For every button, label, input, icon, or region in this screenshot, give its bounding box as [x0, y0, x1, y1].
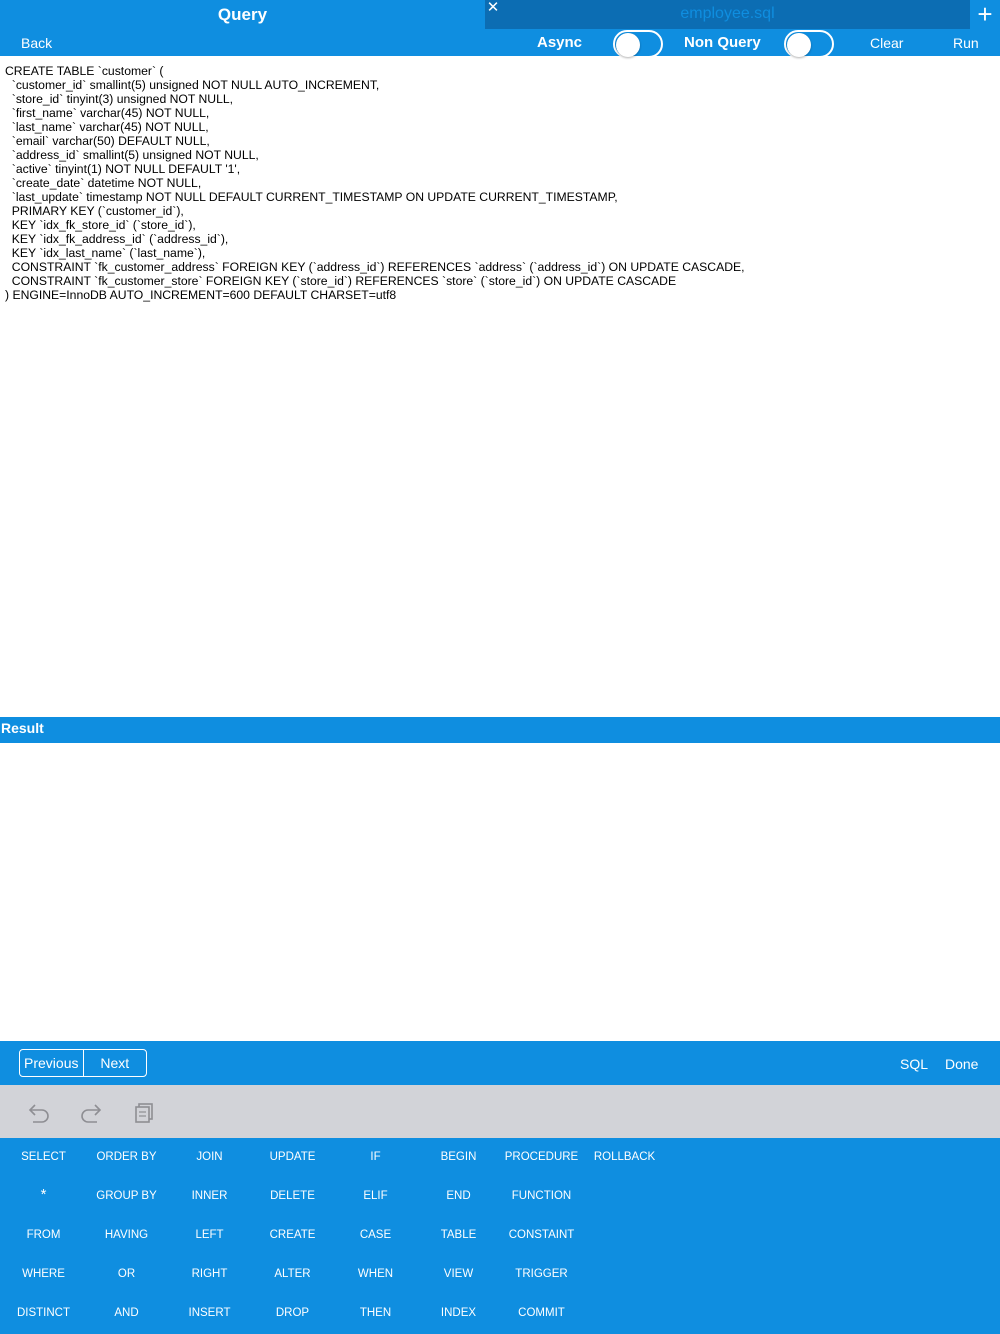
keyword-when[interactable]: WHEN	[357, 1268, 394, 1280]
paste-icon[interactable]	[133, 1102, 157, 1124]
keyword-right[interactable]: RIGHT	[191, 1268, 228, 1280]
close-icon[interactable]: ✕	[486, 0, 500, 16]
file-tab[interactable]	[485, 0, 970, 29]
keyword-table[interactable]: TABLE	[440, 1229, 477, 1241]
edit-toolbar	[0, 1085, 1000, 1138]
result-header	[0, 717, 1000, 743]
keyword-left[interactable]: LEFT	[195, 1229, 224, 1241]
non-query-label: Non Query	[684, 34, 761, 51]
result-label: Result	[1, 720, 44, 736]
back-button[interactable]: Back	[21, 35, 53, 51]
keyword-trigger[interactable]: TRIGGER	[515, 1268, 568, 1280]
keyword-drop[interactable]: DROP	[275, 1307, 310, 1319]
keyboard-accessory-bar	[0, 1041, 1000, 1085]
keyword-function[interactable]: FUNCTION	[511, 1190, 572, 1202]
done-button[interactable]: Done	[945, 1056, 979, 1072]
keyword-commit[interactable]: COMMIT	[518, 1307, 565, 1319]
keyword-group-by[interactable]: GROUP BY	[96, 1190, 157, 1202]
keyword-begin[interactable]: BEGIN	[440, 1151, 477, 1163]
keyword-where[interactable]: WHERE	[22, 1268, 65, 1280]
keyword-insert[interactable]: INSERT	[188, 1307, 231, 1319]
keyword-end[interactable]: END	[446, 1190, 471, 1202]
keyword-inner[interactable]: INNER	[191, 1190, 228, 1202]
undo-icon[interactable]	[27, 1102, 51, 1124]
keyword-join[interactable]: JOIN	[196, 1151, 223, 1163]
sql-keyword-keyboard	[0, 1138, 1000, 1334]
keyword-order-by[interactable]: ORDER BY	[96, 1151, 157, 1163]
keyword-distinct[interactable]: DISTINCT	[16, 1307, 71, 1319]
async-label: Async	[537, 34, 583, 51]
file-tab-label: employee.sql	[680, 5, 775, 22]
keyword-delete[interactable]: DELETE	[270, 1190, 315, 1202]
keyword-from[interactable]: FROM	[26, 1229, 61, 1241]
keyword-view[interactable]: VIEW	[443, 1268, 474, 1280]
keyword-select[interactable]: SELECT	[21, 1151, 66, 1163]
redo-icon[interactable]	[79, 1102, 103, 1124]
keyword-case[interactable]: CASE	[359, 1229, 392, 1241]
non-query-toggle[interactable]	[784, 30, 834, 58]
page-title: Query	[217, 5, 268, 24]
result-panel	[0, 743, 1000, 1041]
keyword-and[interactable]: AND	[114, 1307, 139, 1319]
sql-editor[interactable]: CREATE TABLE `customer` ( `customer_id` smallint(5) unsigned NOT NULL AUTO_INCREMENT, `store_id` tinyint(3) unsigned NOT NULL, `first_name` varchar(45) NOT NULL, `last_name` varchar(45) NOT NULL, `email` varchar(50) DEFAULT NULL, `address_id` smallint(5) unsigned NOT NULL, `active` tinyint(1) NOT NULL DEFAULT '1', `create_date` datetime NOT NULL, `last_update` timestamp NOT NULL DEFAULT CURRENT_TIMESTAMP ON UPDATE CURRENT_TIMESTAMP, PRIMARY KEY (`customer_id`), KEY `idx_fk_store_id` (`store_id`), KEY `idx_fk_address_id` (`address_id`), KEY `idx_last_name` (`last_name`), CONSTRAINT `fk_customer_address` FOREIGN KEY (`address_id`) REFERENCES `address` (`address_id`) ON UPDATE CASCADE, CONSTRAINT `fk_customer_store` FOREIGN KEY (`store_id`) REFERENCES `store` (`store_id`) ON UPDATE CASCADE ) ENGINE=InnoDB AUTO_INCREMENT=600 DEFAULT CHARSET=utf8	[5, 64, 745, 302]
keyword-procedure[interactable]: PROCEDURE	[504, 1151, 579, 1163]
toggle-knob	[787, 33, 811, 57]
previous-button[interactable]: Previous	[20, 1050, 84, 1076]
keyword-update[interactable]: UPDATE	[269, 1151, 316, 1163]
keyword-index[interactable]: INDEX	[440, 1307, 477, 1319]
keyword-alter[interactable]: ALTER	[274, 1268, 311, 1280]
keyword-or[interactable]: OR	[117, 1268, 136, 1280]
navigation-bar	[0, 0, 1000, 56]
keyword-if[interactable]: IF	[370, 1151, 381, 1163]
keyword-constaint[interactable]: CONSTAINT	[508, 1229, 575, 1241]
plus-icon[interactable]: +	[977, 0, 993, 29]
keyword-then[interactable]: THEN	[359, 1307, 392, 1319]
sql-button[interactable]: SQL	[900, 1056, 929, 1072]
keyword-asterisk[interactable]: *	[40, 1186, 47, 1203]
clear-button[interactable]: Clear	[870, 35, 904, 51]
run-button[interactable]: Run	[953, 35, 979, 51]
toggle-knob	[616, 33, 640, 57]
keyword-having[interactable]: HAVING	[104, 1229, 149, 1241]
keyword-create[interactable]: CREATE	[269, 1229, 316, 1241]
previous-next-control	[19, 1049, 147, 1077]
keyword-rollback[interactable]: ROLLBACK	[593, 1151, 656, 1163]
next-button[interactable]: Next	[100, 1055, 130, 1071]
async-toggle[interactable]	[613, 30, 663, 58]
keyword-elif[interactable]: ELIF	[363, 1190, 388, 1202]
